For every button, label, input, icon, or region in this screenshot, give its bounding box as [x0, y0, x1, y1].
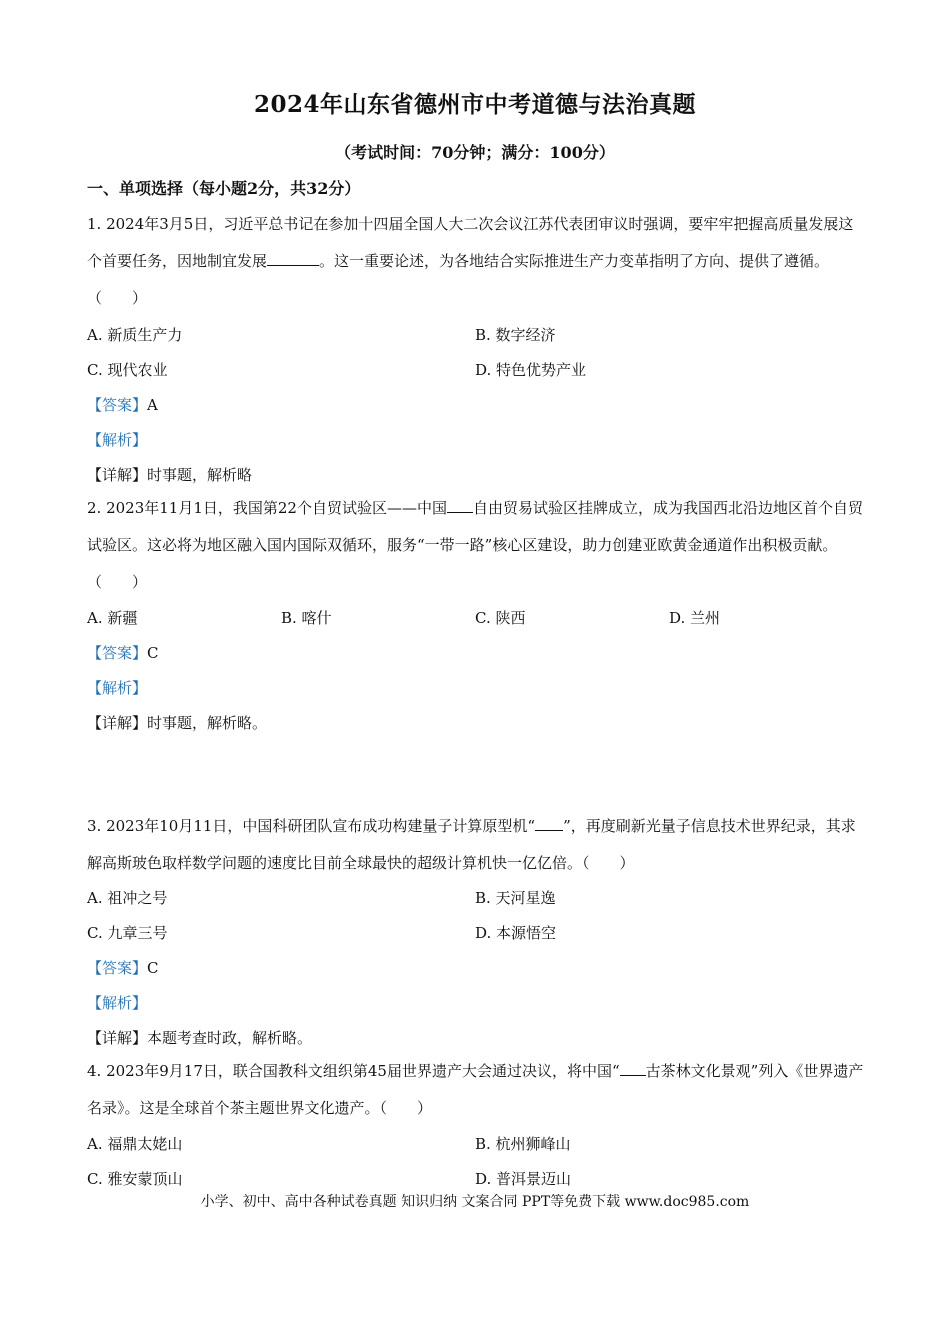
q2-answer: 【答案】C — [87, 644, 159, 662]
q3-option-a: A. 祖冲之号 — [87, 889, 168, 907]
q1-option-a: A. 新质生产力 — [87, 326, 183, 344]
section-heading: 一、单项选择（每小题2分，共32分） — [87, 179, 361, 198]
q4-option-a: A. 福鼎太姥山 — [87, 1135, 183, 1153]
question-4-text: 4. 2023年9月17日，联合国教科文组织第45届世界遗产大会通过决议，将中国“ 古茶林文化景观”列入《世界遗产名录》。这是全球首个茶主题世界文化遗产。（ ） — [87, 1062, 864, 1117]
q2-option-a: A. 新疆 — [87, 609, 138, 627]
q3-analysis: 【解析】 — [87, 994, 148, 1012]
q1-option-b: B. 数字经济 — [475, 326, 556, 344]
answer-blank — [447, 511, 473, 513]
page-title: 2024年山东省德州市中考道德与法治真题 — [253, 91, 696, 118]
question-1-text: 1. 2024年3月5日，习近平总书记在参加十四届全国人大二次会议江苏代表团审议时强调，要牢牢把握高质量发展这个首要任务，因地制宜发展 。这一重要论述，为各地结合实际推进生产力变革指明了方向、提供了遵循。（ ） — [87, 215, 854, 307]
q1-option-d: D. 特色优势产业 — [475, 361, 587, 379]
page-footer: 小学、初中、高中各种试卷真题 知识归纳 文案合同 PPT等免费下载 www.doc985.com — [200, 1194, 750, 1210]
q1-detail: 【详解】时事题，解析略 — [87, 466, 253, 484]
q1-option-c: C. 现代农业 — [87, 361, 168, 379]
q3-option-c: C. 九章三号 — [87, 924, 168, 942]
answer-blank — [620, 1074, 646, 1076]
exam-info: （考试时间：70分钟；满分：100分） — [335, 143, 615, 162]
q3-detail: 【详解】本题考查时政，解析略。 — [87, 1029, 313, 1047]
q4-option-c: C. 雅安蒙顶山 — [87, 1170, 183, 1188]
q4-option-d: D. 普洱景迈山 — [475, 1170, 572, 1188]
q3-option-d: D. 本源悟空 — [475, 924, 557, 942]
q2-option-d: D. 兰州 — [669, 609, 721, 627]
q2-option-c: C. 陕西 — [475, 609, 526, 627]
q3-option-b: B. 天河星逸 — [475, 889, 556, 907]
q3-answer: 【答案】C — [87, 959, 159, 977]
answer-blank — [267, 264, 319, 266]
q4-option-b: B. 杭州狮峰山 — [475, 1135, 571, 1153]
q2-detail: 【详解】时事题，解析略。 — [87, 714, 268, 732]
question-2-text: 2. 2023年11月1日，我国第22个自贸试验区——中国 自由贸易试验区挂牌成立，成为我国西北沿边地区首个自贸试验区。这必将为地区融入国内国际双循环，服务“一带一路”核心区建设，助力创建亚欧黄金通道作出积极贡献。（ ） — [87, 499, 863, 591]
question-3-text: 3. 2023年10月11日，中国科研团队宣布成功构建量子计算原型机“ ”，再度刷新光量子信息技术世界纪录，其求解高斯玻色取样数学问题的速度比目前全球最快的超级计算机快一亿亿倍。（ ） — [87, 817, 856, 872]
q1-analysis: 【解析】 — [87, 431, 148, 449]
q2-analysis: 【解析】 — [87, 679, 148, 697]
q1-answer: 【答案】A — [87, 396, 158, 414]
answer-blank — [535, 829, 563, 831]
q2-option-b: B. 喀什 — [281, 609, 332, 627]
